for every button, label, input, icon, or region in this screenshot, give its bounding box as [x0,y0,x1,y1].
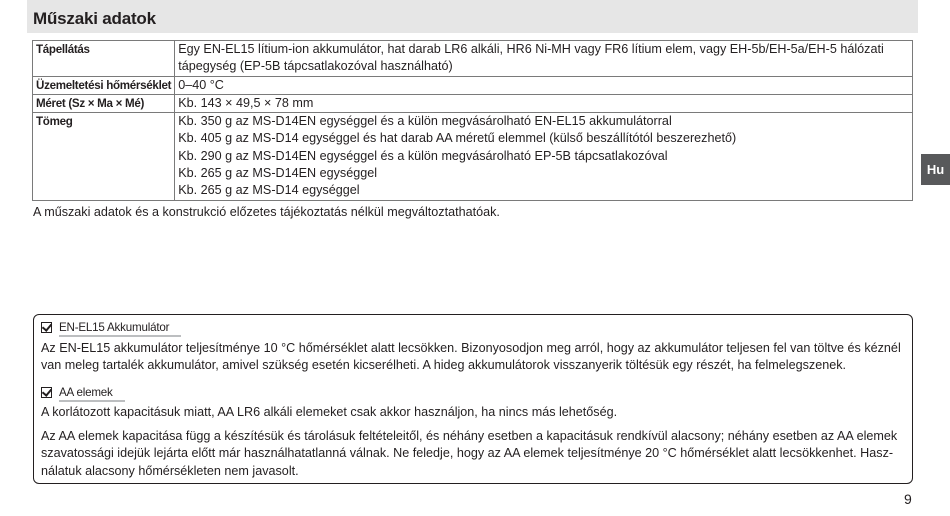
heading-underline [59,335,181,337]
row-label: Tápellátás [33,41,175,77]
checkbox-icon [41,322,52,333]
note-text: Az AA elemek kapacitása függ a készítésük és tárolásuk feltételeitől, és néhány esetben a kapacitásuk rendkívül alacsony; néhány esetben az AA elemek szavatossági idejük lejárta előtt már használhatatlanná válnak. Ne feledje, hogy az AA elemek teljesítménye 20 °C hőmérséklet alatt lecsökkenhet. Hasz-nálatuk alacsony hőmérsékleten nem javasolt. [41,429,898,478]
row-label: Tömeg [33,113,175,200]
value-line: Kb. 405 g az MS-D14 egységgel és hat darab AA méretű elemmel (külső beszállítótól beszerezhető) [178,131,737,146]
page-number: 9 [904,491,912,507]
row-value [175,76,913,94]
value-line: Kb. 265 g az MS-D14 egységgel [178,183,360,198]
row-value [175,41,913,77]
section-header [27,0,918,33]
specs-table [32,40,913,201]
row-value [175,94,913,112]
value-line: Kb. 350 g az MS-D14EN egységgel és a külön megvásárolható EN-EL15 akkumulátorral [178,114,672,129]
value-line: Egy EN-EL15 lítium-ion akkumulátor, hat darab LR6 alkáli, HR6 Ni-MH vagy FR6 lítium elem, vagy EH-5b/EH-5a/EH-5 hálózati [178,42,884,56]
table-row [33,94,913,112]
table-row [33,76,913,94]
value-line: Kb. 290 g az MS-D14EN egységgel és a külön megvásárolható EP-5B tápcsatlakozóval [178,148,668,163]
note-heading [41,321,169,334]
language-tab: Hu [921,154,950,185]
disclaimer-note: A műszaki adatok és a konstrukció előzetes tájékoztatás nélkül megváltoztathatóak. [33,205,500,219]
page-title: Műszaki adatok [33,9,156,28]
table-row [33,41,913,77]
note-heading [41,386,113,399]
value-line: Kb. 143 × 49,5 × 78 mm [178,95,314,110]
note-heading-text: EN-EL15 Akkumulátor [59,321,170,334]
row-label: Méret (Sz × Ma × Mé) [33,94,175,112]
row-value [175,113,913,200]
table-row [33,113,913,200]
note-heading-text: AA elemek [59,386,113,399]
note-text: A korlátozott kapacitásuk miatt, AA LR6 alkáli elemeket csak akkor használjon, ha nincs más lehetőség. [41,405,618,419]
value-line: tápegység (EP-5B tápcsatlakozóval használható) [178,59,453,74]
heading-underline [59,400,125,402]
value-line: 0–40 °C [178,77,224,92]
checkbox-icon [41,387,52,398]
note-text: Az EN-EL15 akkumulátor teljesítménye 10 °C hőmérséklet alatt lecsökken. Bizonyosodjon meg arról, hogy az akkumulátor teljesen fel van töltve és kéznél van meleg tartalék akkumulátor, amivel szükség esetén kicserélheti. A hideg akkumulátorok visszanyerik töltésük egy részét, ha felmelegszenek. [41,341,901,373]
value-line: Kb. 265 g az MS-D14EN egységgel [178,166,378,181]
row-label: Üzemeltetési hőmérséklet [33,76,175,94]
notes-box [33,314,913,484]
